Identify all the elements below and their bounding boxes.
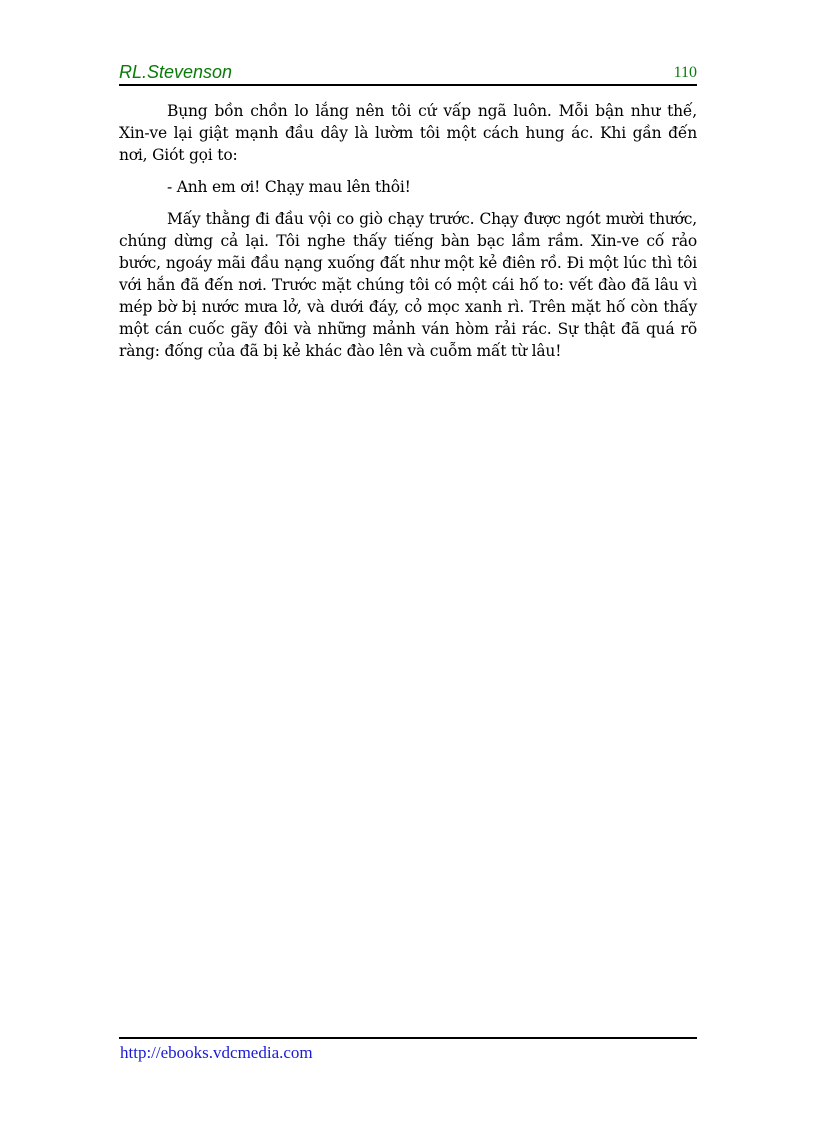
- body-text: [119, 100, 697, 372]
- page-header: [119, 60, 697, 86]
- paragraph-1: Bụng bồn chồn lo lắng nên tôi cứ vấp ngã luôn. Mỗi bận như thế, Xin-ve lại giật mạnh đầu dây là lườm tôi một cách hung ác. Khi gần đến nơi, Giót gọi to:: [119, 102, 697, 164]
- page-number: 110: [673, 64, 697, 81]
- paragraph-3: Mấy thằng đi đầu vội co giò chạy trước. Chạy được ngót mười thước, chúng dừng cả lại. Tôi nghe thấy tiếng bàn bạc lầm rầm. Xin-ve cố rảo bước, ngoáy mãi đầu nạng xuống đất như một kẻ điên rồ. Đi một lúc thì tôi với hắn đã đến nơi. Trước mặt chúng tôi có một cái hố to: vết đào đã lâu vì mép bờ bị nước mưa lở, và dưới đáy, cỏ mọc xanh rì. Trên mặt hố còn thấy một cán cuốc gãy đôi và những mảnh ván hòm rải rác. Sự thật đã quá rõ ràng: đống của đã bị kẻ khác đào lên và cuỗm mất từ lâu!: [119, 210, 697, 360]
- book-author-title: RL.Stevenson: [119, 62, 233, 82]
- page-footer: [119, 1037, 697, 1062]
- paragraph-2: - Anh em ơi! Chạy mau lên thôi!: [167, 178, 411, 196]
- footer-website-link[interactable]: http://ebooks.vdcmedia.com: [120, 1043, 313, 1062]
